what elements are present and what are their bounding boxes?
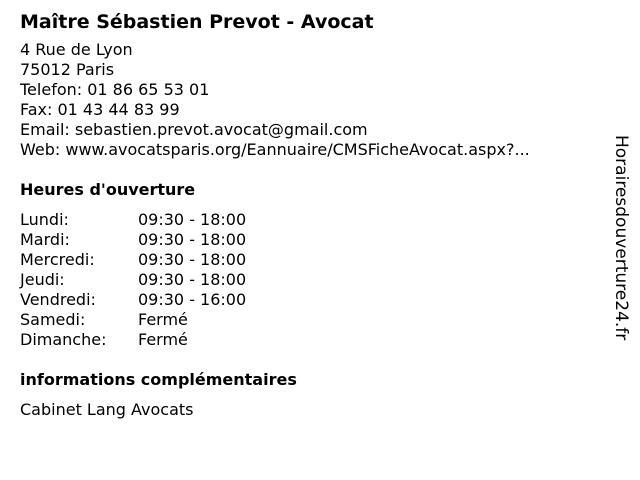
email-address: Email: sebastien.prevot.avocat@gmail.com [20,120,368,139]
business-name: Maître Sébastien Prevot - Avocat [20,11,374,33]
day-label: Mardi: [20,230,70,249]
website-link: Web: www.avocatsparis.org/Eannuaire/CMSFicheAvocat.aspx?... [20,140,530,159]
hours-row-sunday [20,330,600,350]
opening-hours-table [20,210,600,350]
hours-row-saturday [20,310,600,330]
hours-row-monday [20,210,600,230]
day-label: Samedi: [20,310,86,329]
hours-row-thursday [20,270,600,290]
time-range: Fermé [138,310,188,329]
opening-hours-heading: Heures d'ouverture [20,180,196,199]
time-range: 09:30 - 16:00 [138,290,247,309]
city-postcode: 75012 Paris [20,60,115,79]
street-address: 4 Rue de Lyon [20,40,133,59]
hours-row-wednesday [20,250,600,270]
additional-info-heading: informations complémentaires [20,370,297,389]
fax-number: Fax: 01 43 44 83 99 [20,100,180,119]
time-range: 09:30 - 18:00 [138,210,247,229]
day-label: Jeudi: [20,270,65,289]
day-label: Vendredi: [20,290,96,309]
day-label: Dimanche: [20,330,107,349]
hours-row-tuesday [20,230,600,250]
site-watermark: Horairesdouverture24.fr [611,135,631,341]
additional-info-text: Cabinet Lang Avocats [20,400,194,419]
hours-row-friday [20,290,600,310]
time-range: 09:30 - 18:00 [138,230,247,249]
time-range: 09:30 - 18:00 [138,270,247,289]
day-label: Lundi: [20,210,69,229]
watermark-container [610,135,632,375]
time-range: Fermé [138,330,188,349]
business-card [20,8,600,420]
day-label: Mercredi: [20,250,95,269]
phone-number: Telefon: 01 86 65 53 01 [20,80,210,99]
time-range: 09:30 - 18:00 [138,250,247,269]
